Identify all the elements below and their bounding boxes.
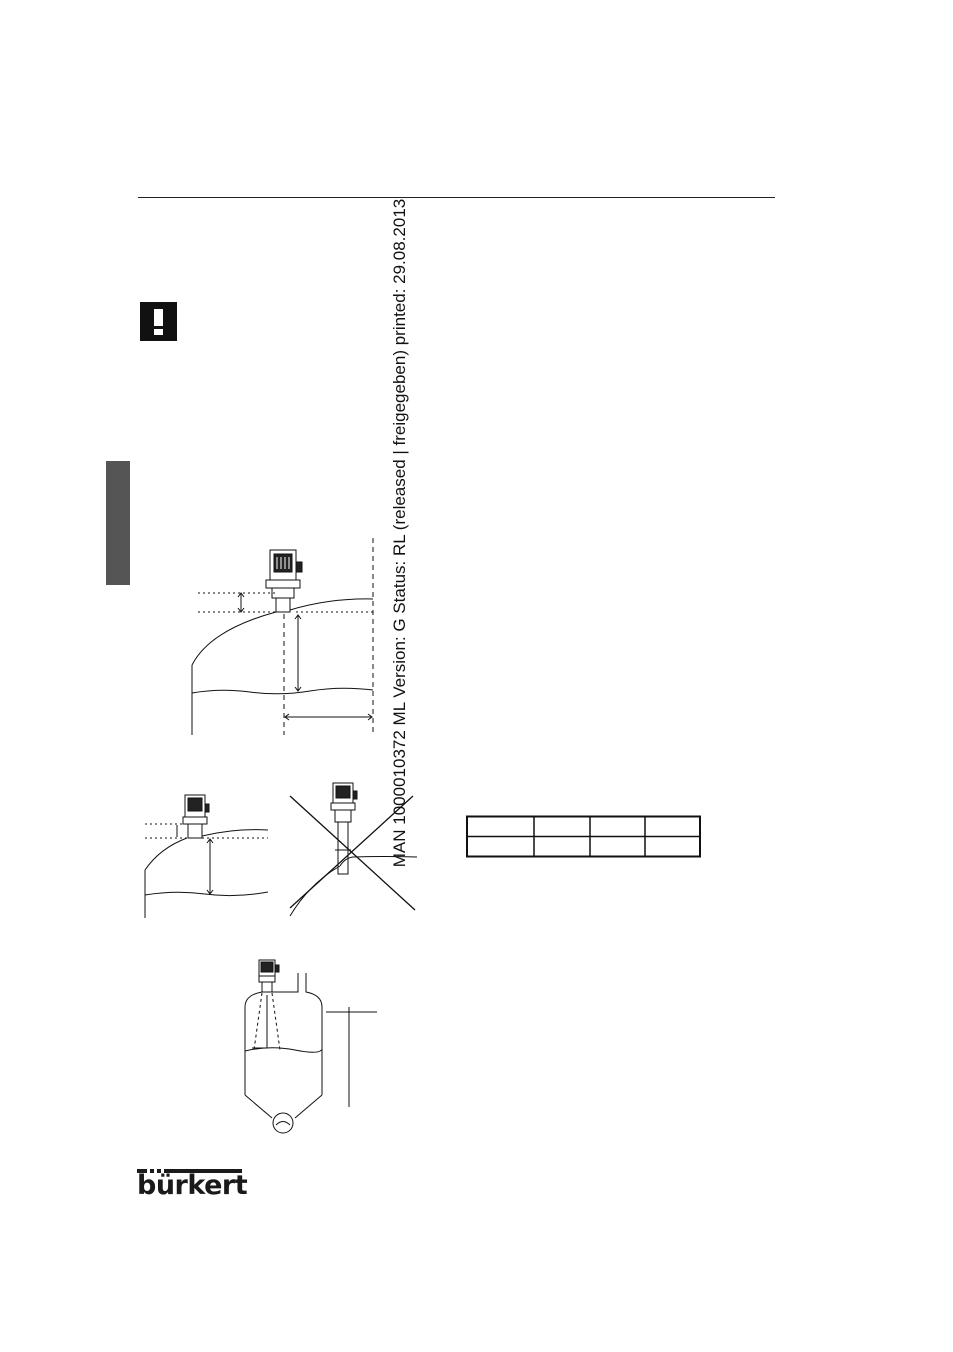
tank-mounting-diagram xyxy=(180,530,390,745)
incorrect-mounting-diagram xyxy=(285,778,420,920)
logo-wordmark: bürkert xyxy=(137,1170,248,1201)
header-rule xyxy=(138,197,775,198)
specification-table xyxy=(466,815,702,859)
document-control-stamp: MAN 1000010372 ML Version: G Status: RL (released | freigegeben) printed: 29.08.2013 xyxy=(390,198,409,868)
chapter-side-tab xyxy=(106,461,130,585)
silo-mounting-diagram xyxy=(240,955,385,1135)
exclamation-icon xyxy=(140,302,177,341)
correct-mounting-diagram xyxy=(140,790,275,920)
burkert-logo xyxy=(137,1168,247,1202)
